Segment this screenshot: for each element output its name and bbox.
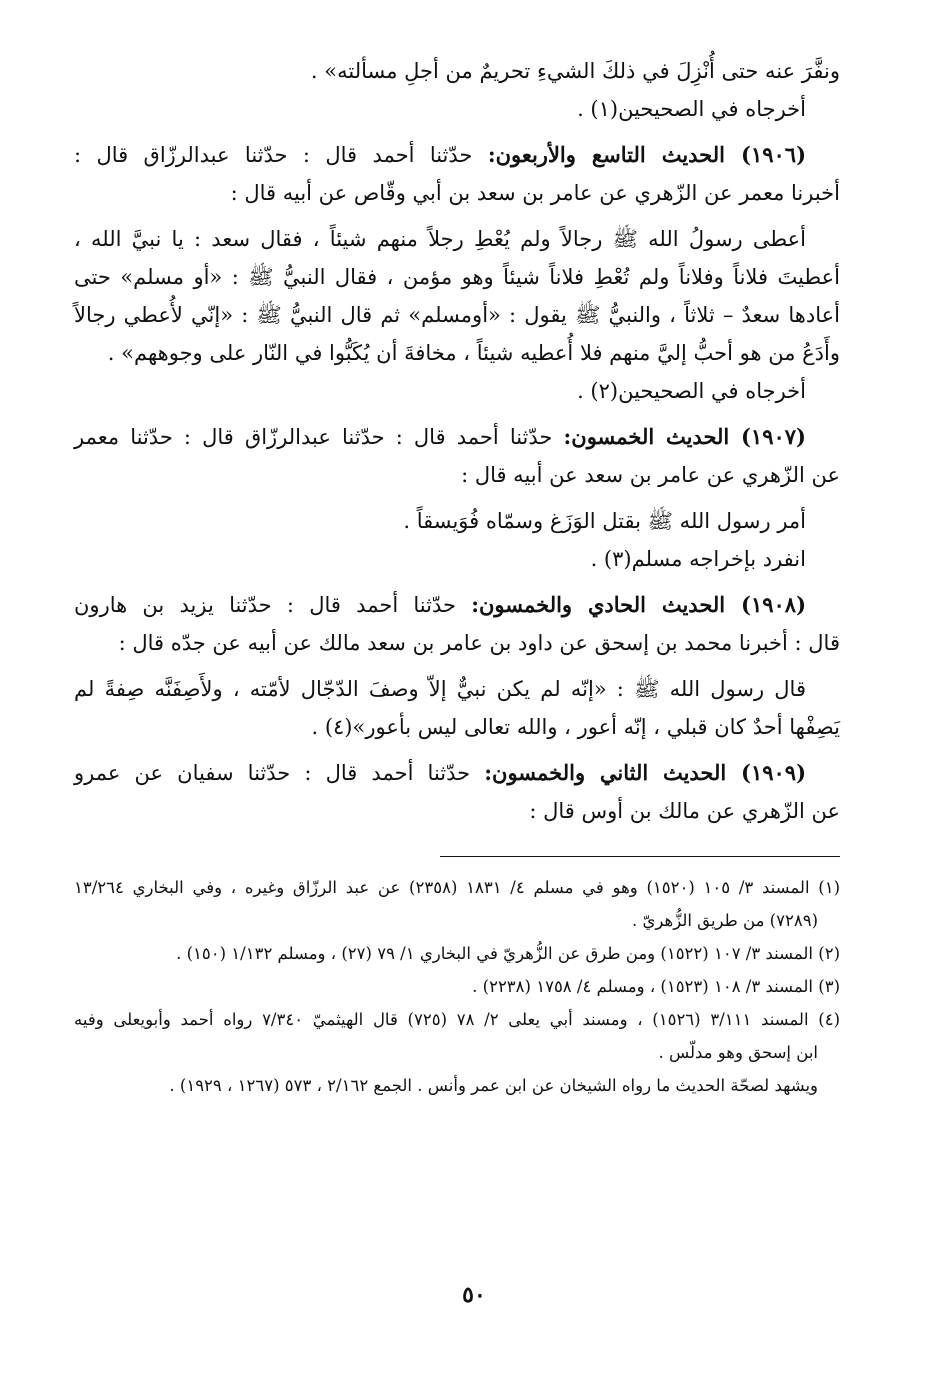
text-line: أخبرنا معمر عن الزّهري عن عامر بن سعد بن أبي وقّاص عن أبيه قال : (230, 181, 840, 205)
hadith-heading: (١٩٠٦) الحديث التاسع والأربعون: (487, 142, 807, 167)
text-line: ونفَّرَ عنه حتى أُنْزِلَ في ذلكَ الشيءِ تحريمٌ من أجلِ مسألته» . (310, 59, 840, 83)
hadith-heading-line (74, 586, 840, 624)
footnote-line: (٤) المسند ٣/١١١ (١٥٢٦) ، ومسند أبي يعلى ٢/ ٧٨ (٧٢٥) قال الهيثميّ ٧/٣٤٠ رواه أحمد وأبويعلى وفيه (74, 1010, 840, 1029)
footnote-line: (٧٢٨٩) من طريق الزُّهريّ . (632, 911, 818, 930)
footnote-line: (٢) المسند ٣/ ١٠٧ (١٥٢٢) ومن طرق عن الزُّهريّ في البخاري ١/ ٧٩ (٢٧) ، ومسلم ١/١٣٢ (١٥٠) . (176, 944, 840, 963)
main-text (74, 52, 840, 830)
page-number: ٥٠ (462, 1282, 486, 1308)
footnote-line: (١) المسند ٣/ ١٠٥ (١٥٢٠) وهو في مسلم ٤/ ١٨٣١ (٢٣٥٨) عن عبد الرزّاق وغيره ، وفي البخاري ١٣/٢٦٤ (74, 878, 841, 897)
hadith-heading-line (74, 418, 840, 456)
text-line: حدّثنا أحمد قال : حدّثنا عبدالرزّاق قال : (74, 143, 488, 167)
text-line: يَصِفْها أحدٌ كان قبلي ، إنّه أعور ، والله تعالى ليس بأعور»(٤) . (311, 715, 840, 739)
footnote-separator (440, 856, 840, 857)
text-line: أعطيتَ فلاناً وفلاناً ولم تُعْطِ فلاناً شيئاً وهو مؤمن ، فقال النبيُّ ﷺ : «أو مسلم» حتى (74, 265, 840, 289)
hadith-heading-line (74, 754, 840, 792)
text-line: حدّثنا أحمد قال : حدّثنا سفيان عن عمرو (74, 761, 485, 785)
hadith-heading: (١٩٠٩) الحديث الثاني والخمسون: (484, 760, 806, 785)
hadith-heading: (١٩٠٨) الحديث الحادي والخمسون: (471, 592, 806, 617)
text-line: أخرجاه في الصحيحين(١) . (577, 97, 806, 121)
footnote-line: ويشهد لصحّة الحديث ما رواه الشيخان عن ابن عمر وأنس . الجمع ٢/١٦٢ ، ٥٧٣ (١٢٦٧ ، ١٩٢٩) . (169, 1076, 818, 1095)
text-line: حدّثنا أحمد قال : حدّثنا عبدالرزّاق قال : حدّثنا معمر (74, 425, 564, 449)
text-line: انفرد بإخراجه مسلم(٣) . (590, 547, 806, 571)
text-line: أعطى رسولُ الله ﷺ رجالاً ولم يُعْطِ رجلاً منهم شيئاً ، فقال سعد : يا نبيَّ الله ، (74, 227, 806, 251)
footnotes (74, 871, 840, 1102)
text-line: أمر رسول الله ﷺ بقتل الوَزَغ وسمّاه فُوَيسقاً . (403, 509, 806, 533)
text-line: أخرجاه في الصحيحين(٢) . (577, 379, 806, 403)
text-line: حدّثنا أحمد قال : حدّثنا يزيد بن هارون (74, 593, 472, 617)
text-line: عن الزّهري عن مالك بن أوس قال : (529, 799, 840, 823)
footnote-line: ابن إسحق وهو مدلّس . (658, 1043, 818, 1062)
text-line: قال رسول الله ﷺ : «إنّه لم يكن نبيٌّ إلاّ وصفَ الدّجّال لأمّته ، ولأَصِفَنَّه صِفةً لم (74, 677, 806, 701)
text-line: عن الزّهري عن عامر بن سعد عن أبيه قال : (461, 463, 840, 487)
text-line: أعادها سعدٌ – ثلاثاً ، والنبيُّ ﷺ يقول : «أومسلم» ثم قال النبيُّ ﷺ : «إنّي لأُعطي رجالاً (74, 303, 840, 327)
text-line: وأَدَعُ من هو أحبُّ إليَّ منهم فلا أُعطيه شيئاً ، مخافةَ أن يُكَبُّوا في النّار على وجوههم» . (107, 341, 840, 365)
hadith-heading-line (74, 136, 840, 174)
footnote-line: (٣) المسند ٣/ ١٠٨ (١٥٢٣) ، ومسلم ٤/ ١٧٥٨ (٢٢٣٨) . (472, 977, 840, 996)
text-line: قال : أخبرنا محمد بن إسحق عن داود بن عامر بن سعد مالك عن أبيه عن جدّه قال : (118, 631, 840, 655)
hadith-heading: (١٩٠٧) الحديث الخمسون: (563, 424, 806, 449)
